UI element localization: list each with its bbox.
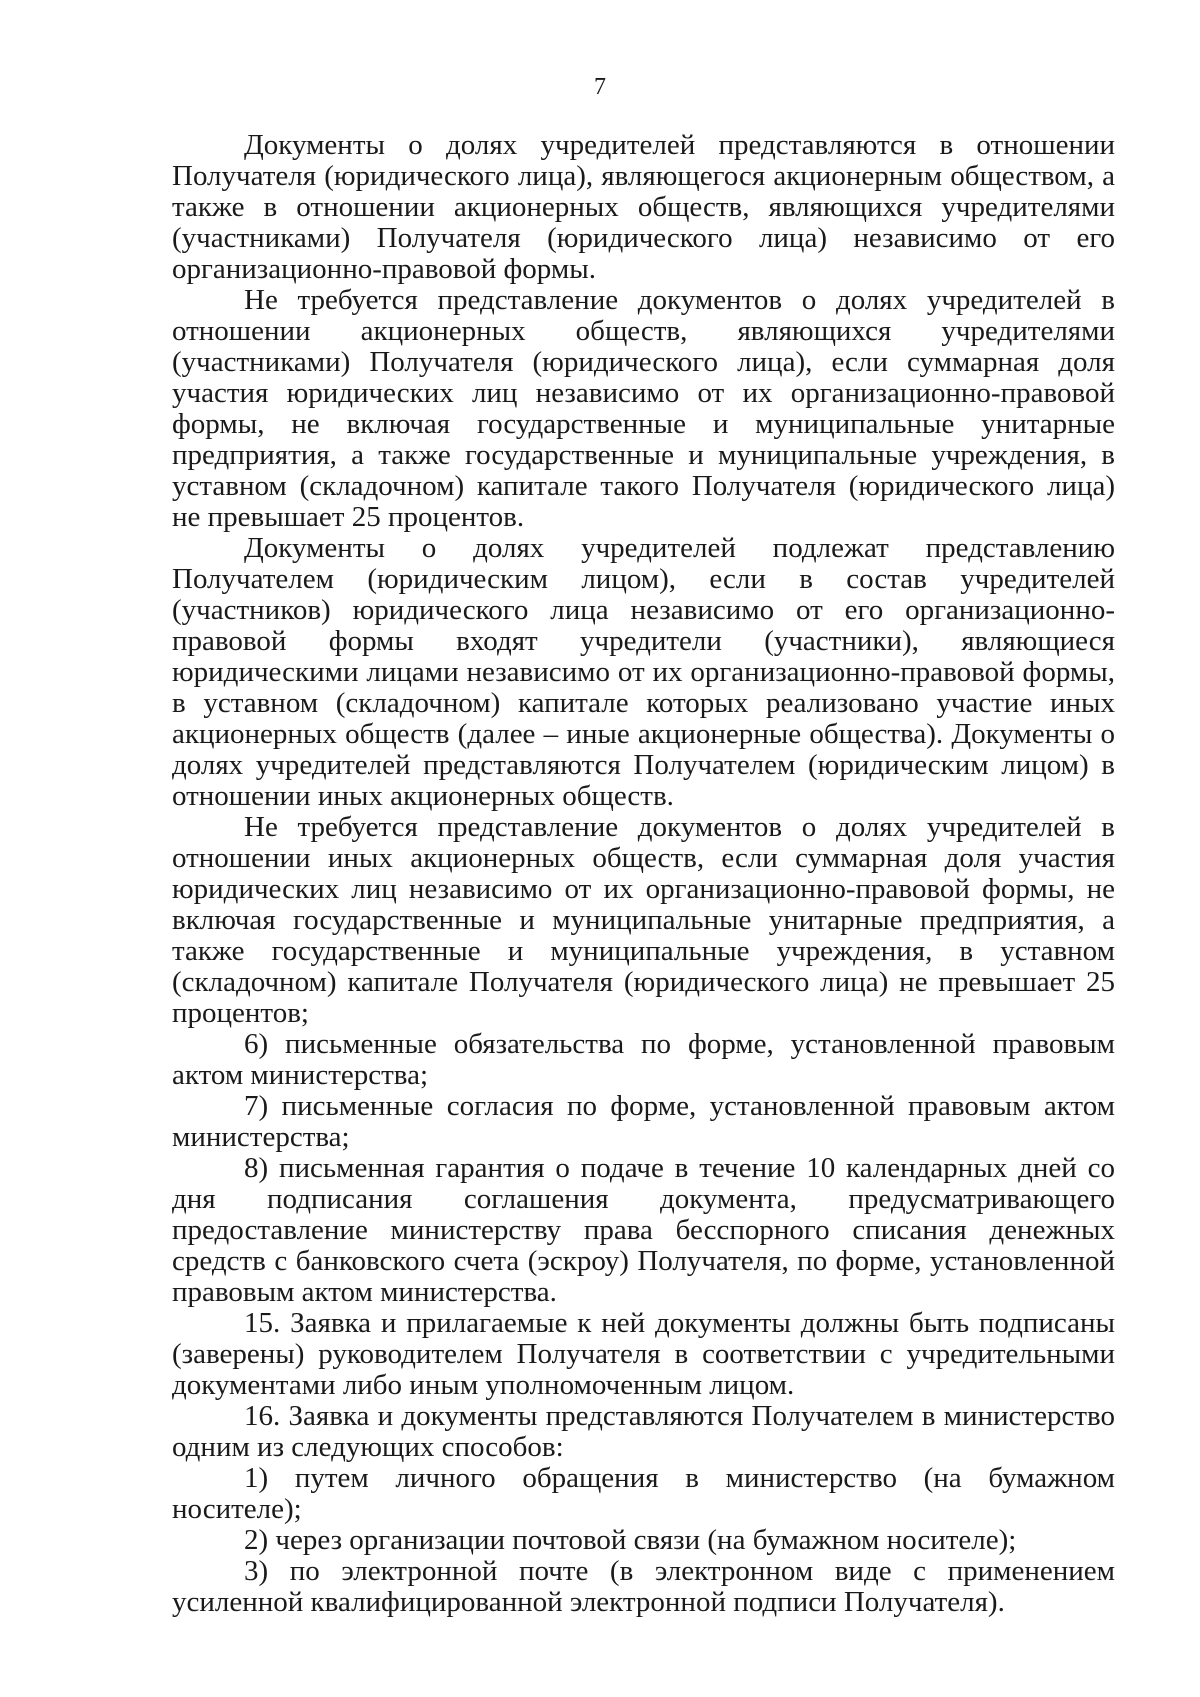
list-item-6: 6) письменные обязательства по форме, установленной правовым актом министерства; (172, 1028, 1115, 1091)
clause-15: 15. Заявка и прилагаемые к ней документы должны быть подписаны (заверены) руководителем Получателя в соответствии с учредительными документами либо иным уполномоченным лицом. (172, 1307, 1115, 1401)
clause-16: 16. Заявка и документы представляются Получателем в министерство одним из следующих способов: (172, 1400, 1115, 1463)
submission-method-1: 1) путем личного обращения в министерство (на бумажном носителе); (172, 1462, 1115, 1525)
list-item-8: 8) письменная гарантия о подаче в течение 10 календарных дней со дня подписания соглашения документа, предусматривающего предоставление министерству права бесспорного списания денежных средств с банковского счета (эскроу) Получателя, по форме, установленной правовым актом министерства. (172, 1152, 1115, 1308)
document-body (172, 130, 1115, 1618)
list-item-7: 7) письменные согласия по форме, установленной правовым актом министерства; (172, 1090, 1115, 1153)
paragraph: Не требуется представление документов о долях учредителей в отношении акционерных обществ, являющихся учредителями (участниками) Получателя (юридического лица), если суммарная доля участия юридических лиц независимо от их организационно-правовой формы, не включая государственные и муниципальные унитарные предприятия, а также государственные и муниципальные учреждения, в уставном (складочном) капитале такого Получателя (юридического лица) не превышает 25 процентов. (172, 284, 1115, 533)
submission-method-2: 2) через организации почтовой связи (на бумажном носителе); (244, 1524, 1017, 1556)
paragraph: Документы о долях учредителей представляются в отношении Получателя (юридического лица), являющегося акционерным обществом, а также в отношении акционерных обществ, являющихся учредителями (участниками) Получателя (юридического лица) независимо от его организационно-правовой формы. (172, 129, 1115, 285)
submission-method-3: 3) по электронной почте (в электронном виде с применением усиленной квалифицированной электронной подписи Получателя). (172, 1555, 1115, 1618)
paragraph: Не требуется представление документов о долях учредителей в отношении иных акционерных обществ, если суммарная доля участия юридических лиц независимо от их организационно-правовой формы, не включая государственные и муниципальные унитарные предприятия, а также государственные и муниципальные учреждения, в уставном (складочном) капитале Получателя (юридического лица) не превышает 25 процентов; (172, 811, 1115, 1029)
paragraph: Документы о долях учредителей подлежат представлению Получателем (юридическим лицом), если в состав учредителей (участников) юридического лица независимо от его организационно-правовой формы входят учредители (участники), являющиеся юридическими лицами независимо от их организационно-правовой формы, в уставном (складочном) капитале которых реализовано участие иных акционерных обществ (далее – иные акционерные общества). Документы о долях учредителей представляются Получателем (юридическим лицом) в отношении иных акционерных обществ. (172, 532, 1115, 812)
page-number: 7 (594, 74, 606, 100)
